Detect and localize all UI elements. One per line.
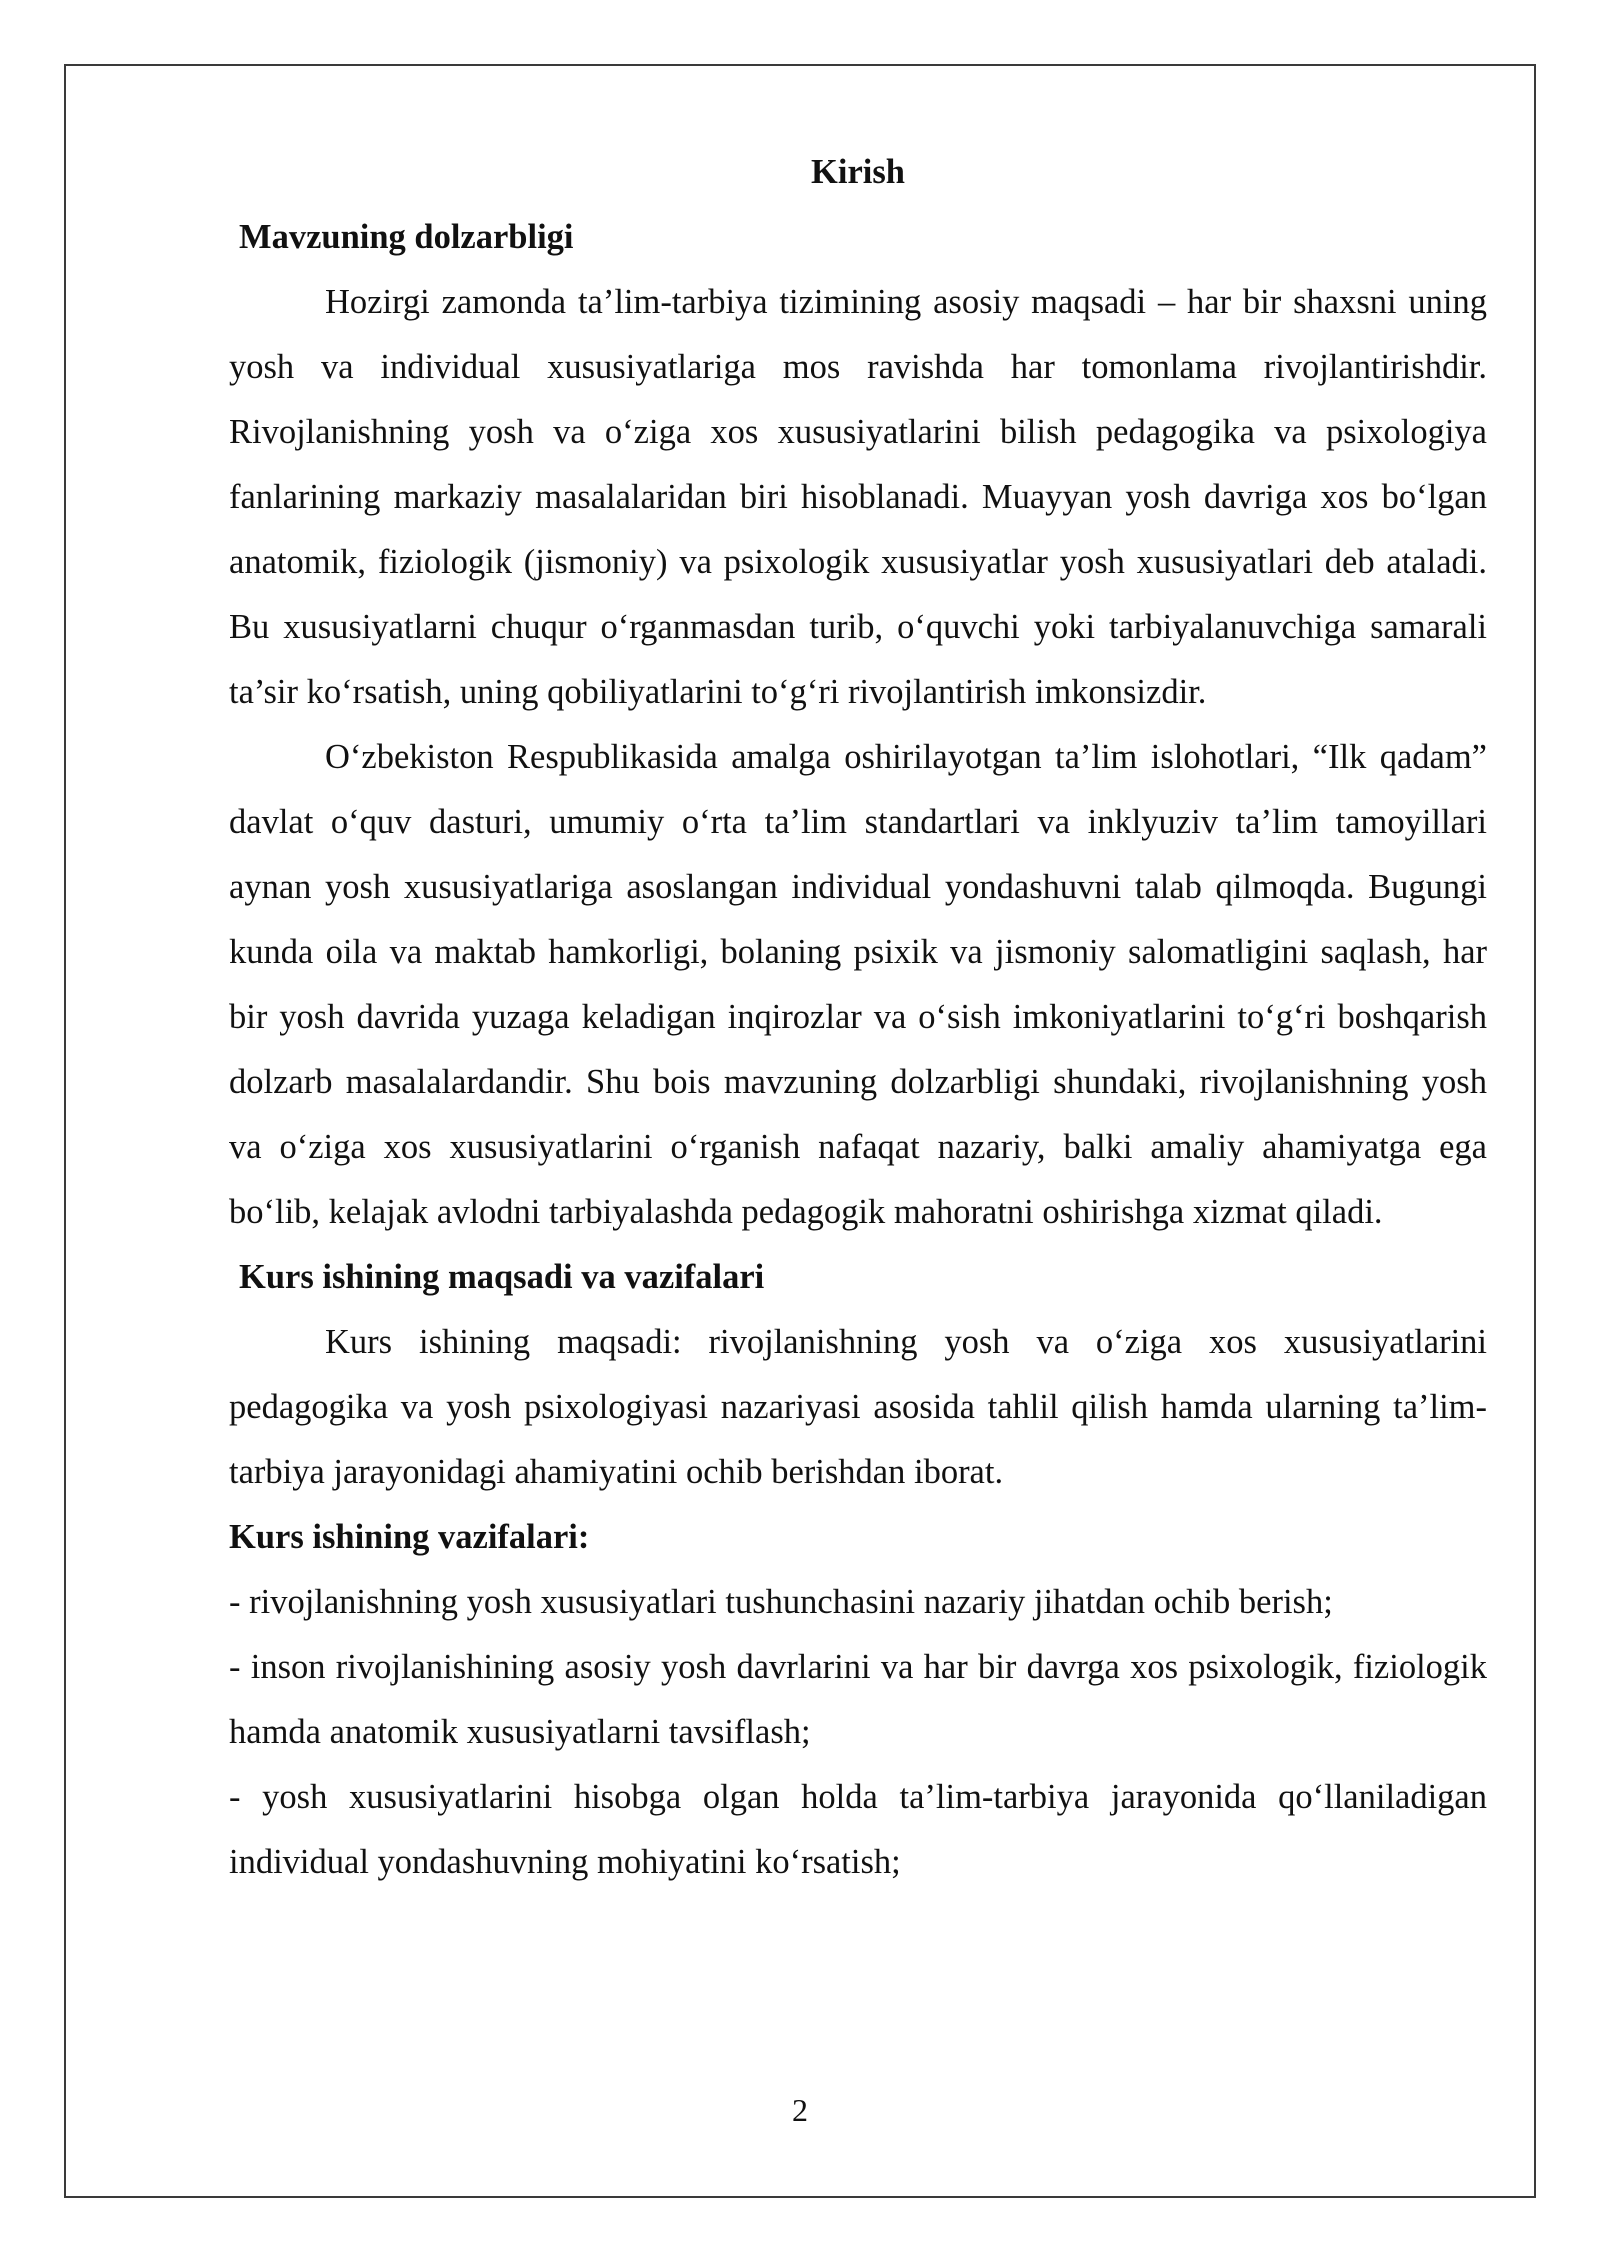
paragraph-relevance-1: Hozirgi zamonda ta’lim-tarbiya tizimining asosiy maqsadi – har bir shaxsni uning yosh va individual xususiyatlariga mos ravishda har tomonlama rivojlantirishdir. Rivojlanishning yosh va o‘ziga xos xususiyatlarini bilish pedagogika va psixologiya fanlarining markaziy masalalaridan biri hisoblanadi. Muayyan yosh davriga xos bo‘lgan anatomik, fiziologik (jismoniy) va psixologik xususiyatlar yosh xususiyatlari deb ataladi. Bu xususiyatlarni chuqur o‘rganmasdan turib, o‘quvchi yoki tarbiyalanuvchiga samarali ta’sir ko‘rsatish, uning qobiliyatlarini to‘g‘ri rivojlantirish imkonsizdir. xyxy=(229,283,1487,711)
section-heading-goals: Kurs ishining maqsadi va vazifalari xyxy=(239,1258,765,1296)
paragraph-relevance-2: O‘zbekiston Respublikasida amalga oshirilayotgan ta’lim islohotlari, “Ilk qadam” davlat o‘quv dasturi, umumiy o‘rta ta’lim standartlari va inklyuziv ta’lim tamoyillari aynan yosh xususiyatlariga asoslangan individual yondashuvni talab qilmoqda. Bugungi kunda oila va maktab hamkorligi, bolaning psixik va jismoniy salomatligini saqlash, har bir yosh davrida yuzaga keladigan inqirozlar va o‘sish imkoniyatlarini to‘g‘ri boshqarish dolzarb masalalardandir. Shu bois mavzuning dolzarbligi shundaki, rivojlanishning yosh va o‘ziga xos xususiyatlarini o‘rganish nafaqat nazariy, balki amaliy ahamiyatga ega bo‘lib, kelajak avlodni tarbiyalashda pedagogik mahoratni oshirishga xizmat qiladi. xyxy=(229,738,1487,1231)
document-title: Kirish xyxy=(811,153,905,191)
section-heading-relevance: Mavzuning dolzarbligi xyxy=(239,218,574,256)
section-heading-tasks: Kurs ishining vazifalari: xyxy=(229,1518,590,1556)
task-item-1: - rivojlanishning yosh xususiyatlari tushunchasini nazariy jihatdan ochib berish; xyxy=(229,1583,1333,1621)
task-item-3: - yosh xususiyatlarini hisobga olgan holda ta’lim-tarbiya jarayonida qo‘llaniladigan individual yondashuvning mohiyatini ko‘rsatish; xyxy=(229,1778,1487,1881)
paragraph-goal: Kurs ishining maqsadi: rivojlanishning yosh va o‘ziga xos xususiyatlarini pedagogika va yosh psixologiyasi nazariyasi asosida tahlil qilish hamda ularning ta’lim-tarbiya jarayonidagi ahamiyatini ochib berishdan iborat. xyxy=(229,1323,1487,1491)
task-item-2: - inson rivojlanishining asosiy yosh davrlarini va har bir davrga xos psixologik, fiziologik hamda anatomik xususiyatlarni tavsiflash; xyxy=(229,1648,1487,1751)
page-number: 2 xyxy=(792,2092,808,2128)
document-body xyxy=(229,140,1487,1895)
